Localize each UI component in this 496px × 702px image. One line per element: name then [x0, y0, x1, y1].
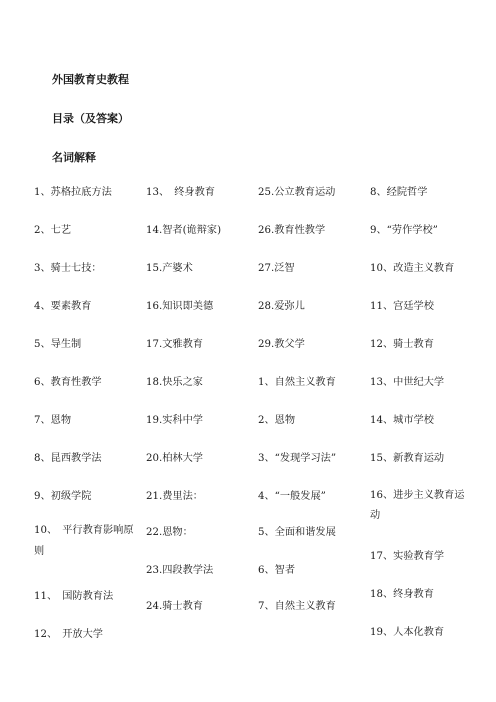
- term-item: 27.泛智: [258, 263, 295, 274]
- term-item: 26.教育性教学: [258, 225, 326, 236]
- term-item: 4、要素教育: [34, 301, 92, 312]
- term-column-2: [146, 0, 254, 702]
- term-item: 25.公立教育运动: [258, 187, 336, 198]
- document-title: 外国教育史教程: [52, 73, 129, 86]
- term-item: 29.教父学: [258, 339, 305, 350]
- term-item: 16.知识即美德: [146, 301, 214, 312]
- term-item: 18.快乐之家: [146, 377, 203, 388]
- term-item: 1、苏格拉底方法: [34, 187, 112, 198]
- term-item: 3、骑士七技：: [34, 263, 102, 274]
- term-item: 11、宫廷学校: [370, 301, 434, 312]
- term-item: 19、人本化教育: [370, 627, 445, 638]
- term-item: 2、恩物: [258, 415, 296, 426]
- term-item: 8、昆西教学法: [34, 453, 102, 464]
- term-item: 19.实科中学: [146, 415, 203, 426]
- term-item: 7、恩物: [34, 415, 72, 426]
- term-column-3: [258, 0, 368, 702]
- term-item: 9、“劳作学校”: [370, 225, 438, 236]
- term-item: 24.骑士教育: [146, 601, 203, 612]
- toc-heading: 目录（及答案）: [52, 112, 129, 125]
- term-item: 22.恩物：: [146, 527, 193, 538]
- term-item: 11、 国防教育法: [34, 591, 114, 602]
- term-item: 16、进步主义教育运动: [370, 490, 465, 521]
- term-item: 9、初级学院: [34, 491, 92, 502]
- term-item: 6、智者: [258, 565, 296, 576]
- term-item: 15、新教育运动: [370, 453, 445, 464]
- term-item: 13、 终身教育: [146, 187, 215, 198]
- term-item: 13、中世纪大学: [370, 377, 445, 388]
- term-item: 10、改造主义教育: [370, 263, 455, 274]
- term-item: 10、 平行教育影响原则: [34, 525, 134, 557]
- term-column-1: [34, 0, 142, 702]
- term-item: 21.费里法：: [146, 491, 203, 502]
- term-item: 15.产婆术: [146, 263, 193, 274]
- term-item: 7、自然主义教育: [258, 601, 336, 612]
- term-item: 28.爱弥儿: [258, 301, 305, 312]
- term-item: 17、实验教育学: [370, 551, 445, 562]
- term-item: 3、“发现学习法”: [258, 453, 337, 464]
- section-heading: 名词解释: [52, 151, 96, 164]
- term-item: 8、经院哲学: [370, 187, 428, 198]
- term-item: 2、七艺: [34, 225, 72, 236]
- term-item: 12、 开放大学: [34, 629, 103, 640]
- term-item: 6、教育性教学: [34, 377, 102, 388]
- term-item: 14、城市学校: [370, 415, 434, 426]
- term-item: 1、自然主义教育: [258, 377, 336, 388]
- term-item: 5、全面和谐发展: [258, 527, 336, 538]
- term-item: 20.柏林大学: [146, 453, 203, 464]
- term-item: 5、导生制: [34, 339, 82, 350]
- term-item: 12、骑士教育: [370, 339, 434, 350]
- term-item: 23.四段教学法: [146, 565, 214, 576]
- term-column-4: [370, 0, 470, 702]
- term-item: 14.智者(诡辩家): [146, 225, 222, 236]
- term-item: 4、“一般发展”: [258, 491, 326, 502]
- term-item: 17.文雅教育: [146, 339, 203, 350]
- term-item: 18、终身教育: [370, 589, 434, 600]
